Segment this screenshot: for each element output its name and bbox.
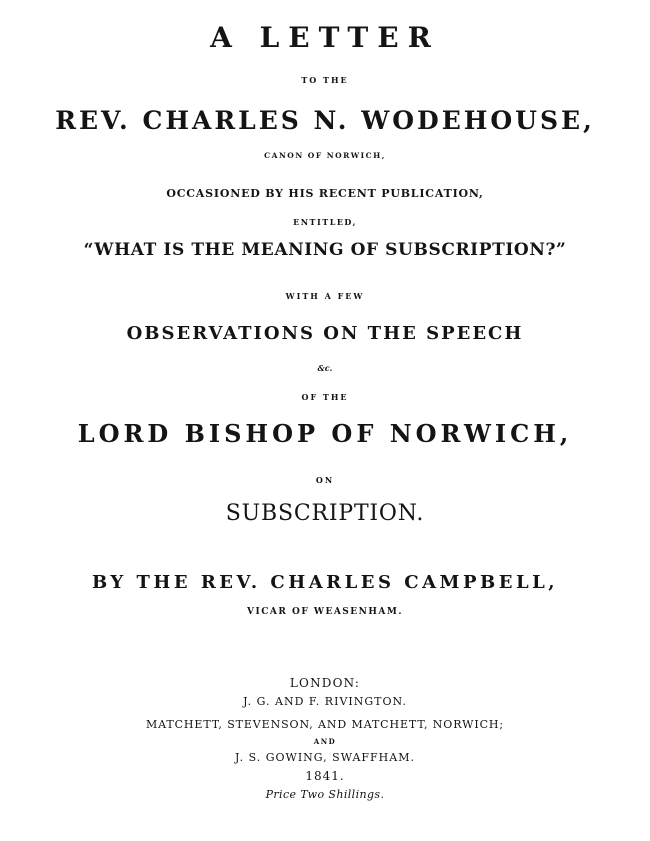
main-title: A LETTER: [210, 21, 440, 54]
observations-line: OBSERVATIONS ON THE SPEECH: [126, 323, 524, 344]
subject-line: SUBSCRIPTION.: [225, 501, 425, 526]
imprint-price: Price Two Shillings.: [265, 788, 385, 801]
author-line: BY THE REV. CHARLES CAMPBELL,: [91, 572, 559, 593]
bishop-line: LORD BISHOP OF NORWICH,: [77, 419, 573, 448]
with-a-few-line: WITH A FEW: [285, 291, 365, 301]
etc-line: &c.: [317, 363, 333, 373]
recipient-office: CANON OF NORWICH,: [264, 151, 386, 160]
recipient-name: REV. CHARLES N. WODEHOUSE,: [55, 106, 595, 135]
imprint-and: AND: [313, 737, 337, 746]
author-office: VICAR OF WEASENHAM.: [247, 607, 403, 617]
imprint-year: 1841.: [305, 769, 345, 783]
entitled-line: ENTITLED,: [293, 217, 357, 227]
to-the-line: TO THE: [301, 75, 349, 85]
imprint-city: LONDON:: [289, 676, 361, 690]
of-the-line: OF THE: [301, 392, 349, 402]
imprint-publisher-1: J. G. AND F. RIVINGTON.: [243, 695, 407, 708]
imprint-publisher-2: MATCHETT, STEVENSON, AND MATCHETT, NORWICH;: [145, 718, 505, 731]
on-line: ON: [315, 475, 335, 485]
occasioned-line: OCCASIONED BY HIS RECENT PUBLICATION,: [166, 187, 484, 200]
imprint-publisher-3: J. S. GOWING, SWAFFHAM.: [235, 751, 415, 764]
publication-title: “WHAT IS THE MEANING OF SUBSCRIPTION?”: [83, 240, 567, 260]
